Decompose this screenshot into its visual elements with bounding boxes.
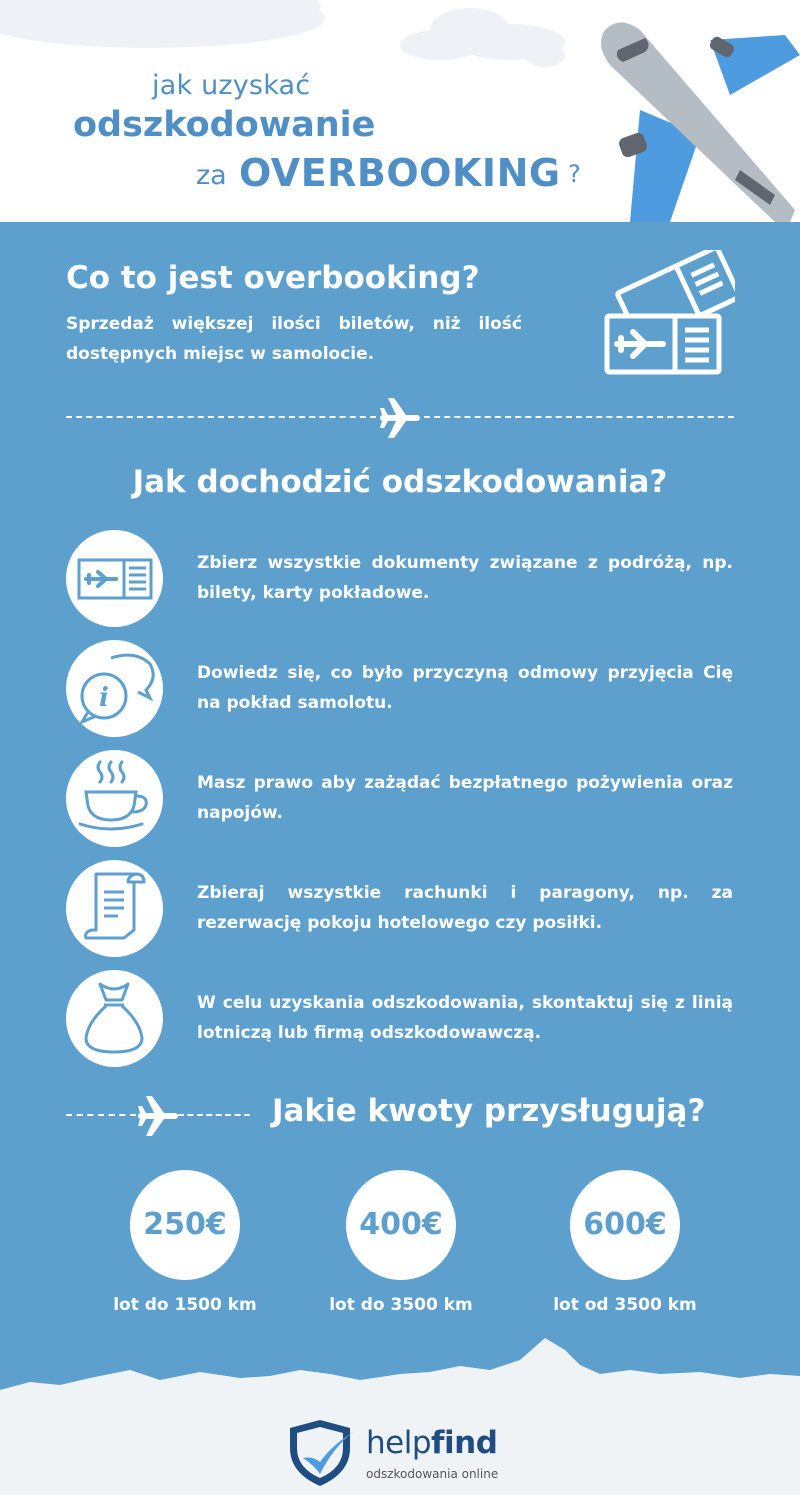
title-question: ? xyxy=(568,160,581,188)
receipt-icon xyxy=(66,860,163,957)
ticket-icon xyxy=(66,530,163,627)
tickets-icon xyxy=(603,250,735,376)
title-za: za xyxy=(196,160,227,191)
amount-value-3: 600€ xyxy=(583,1207,667,1242)
amounts-divider-left xyxy=(66,1114,136,1116)
amount-circle-3 xyxy=(570,1170,680,1280)
amounts-heading: Jakie kwoty przysługują? xyxy=(272,1093,706,1129)
step-1-text: Zbierz wszystkie dokumenty związane z podróżą, np. bilety, karty pokładowe. xyxy=(197,553,733,603)
airplane-small-icon-2 xyxy=(136,1094,180,1138)
amount-value-2: 400€ xyxy=(359,1207,443,1242)
logo-name-find: find xyxy=(431,1425,498,1461)
shield-logo-icon xyxy=(285,1418,355,1488)
definition-text: Sprzedaż większej ilości biletów, niż ilość dostępnych miejsc w samolocie. xyxy=(66,314,522,364)
amount-label-1: lot do 1500 km xyxy=(113,1295,257,1315)
amount-circle-1 xyxy=(130,1170,240,1280)
definition-heading: Co to jest overbooking? xyxy=(66,260,480,296)
amount-circle-2 xyxy=(346,1170,456,1280)
logo-name-help: help xyxy=(366,1425,432,1461)
step-5-text: W celu uzyskania odszkodowania, skontaktuj się z linią lotniczą lub firmą odszkodowawczą. xyxy=(197,993,733,1043)
info-chat-icon xyxy=(66,640,163,737)
logo-name xyxy=(366,1425,497,1461)
howto-heading: Jak dochodzić odszkodowania? xyxy=(132,464,668,500)
amounts-divider-right xyxy=(178,1114,250,1116)
step-4-text: Zbieraj wszystkie rachunki i paragony, np. za rezerwację pokoju hotelowego czy posiłki. xyxy=(197,883,733,933)
amount-label-2: lot do 3500 km xyxy=(329,1295,473,1315)
amount-label-3: lot od 3500 km xyxy=(553,1295,697,1315)
money-bag-icon xyxy=(66,970,163,1067)
step-3-text: Masz prawo aby zażądać bezpłatnego pożywienia oraz napojów. xyxy=(197,773,733,823)
step-4-circle xyxy=(66,860,163,957)
title-line1: jak uzyskać xyxy=(152,70,311,101)
logo-tagline: odszkodowania online xyxy=(366,1467,499,1481)
step-5-circle xyxy=(66,970,163,1067)
svg-text:i: i xyxy=(99,683,109,713)
title-line2: odszkodowanie xyxy=(73,105,376,145)
divider-line-right xyxy=(424,416,734,418)
step-2-text: Dowiedz się, co było przyczyną odmowy przyjęcia Cię na pokład samolotu. xyxy=(197,663,733,713)
header xyxy=(0,0,800,222)
airplane-icon xyxy=(590,10,800,222)
amount-value-1: 250€ xyxy=(143,1207,227,1242)
coffee-cup-icon xyxy=(66,750,163,847)
airplane-small-icon xyxy=(378,396,422,440)
step-2-circle xyxy=(66,640,163,737)
step-3-circle xyxy=(66,750,163,847)
title-main: OVERBOOKING xyxy=(239,151,561,195)
step-1-circle xyxy=(66,530,163,627)
divider-line-left xyxy=(66,416,376,418)
